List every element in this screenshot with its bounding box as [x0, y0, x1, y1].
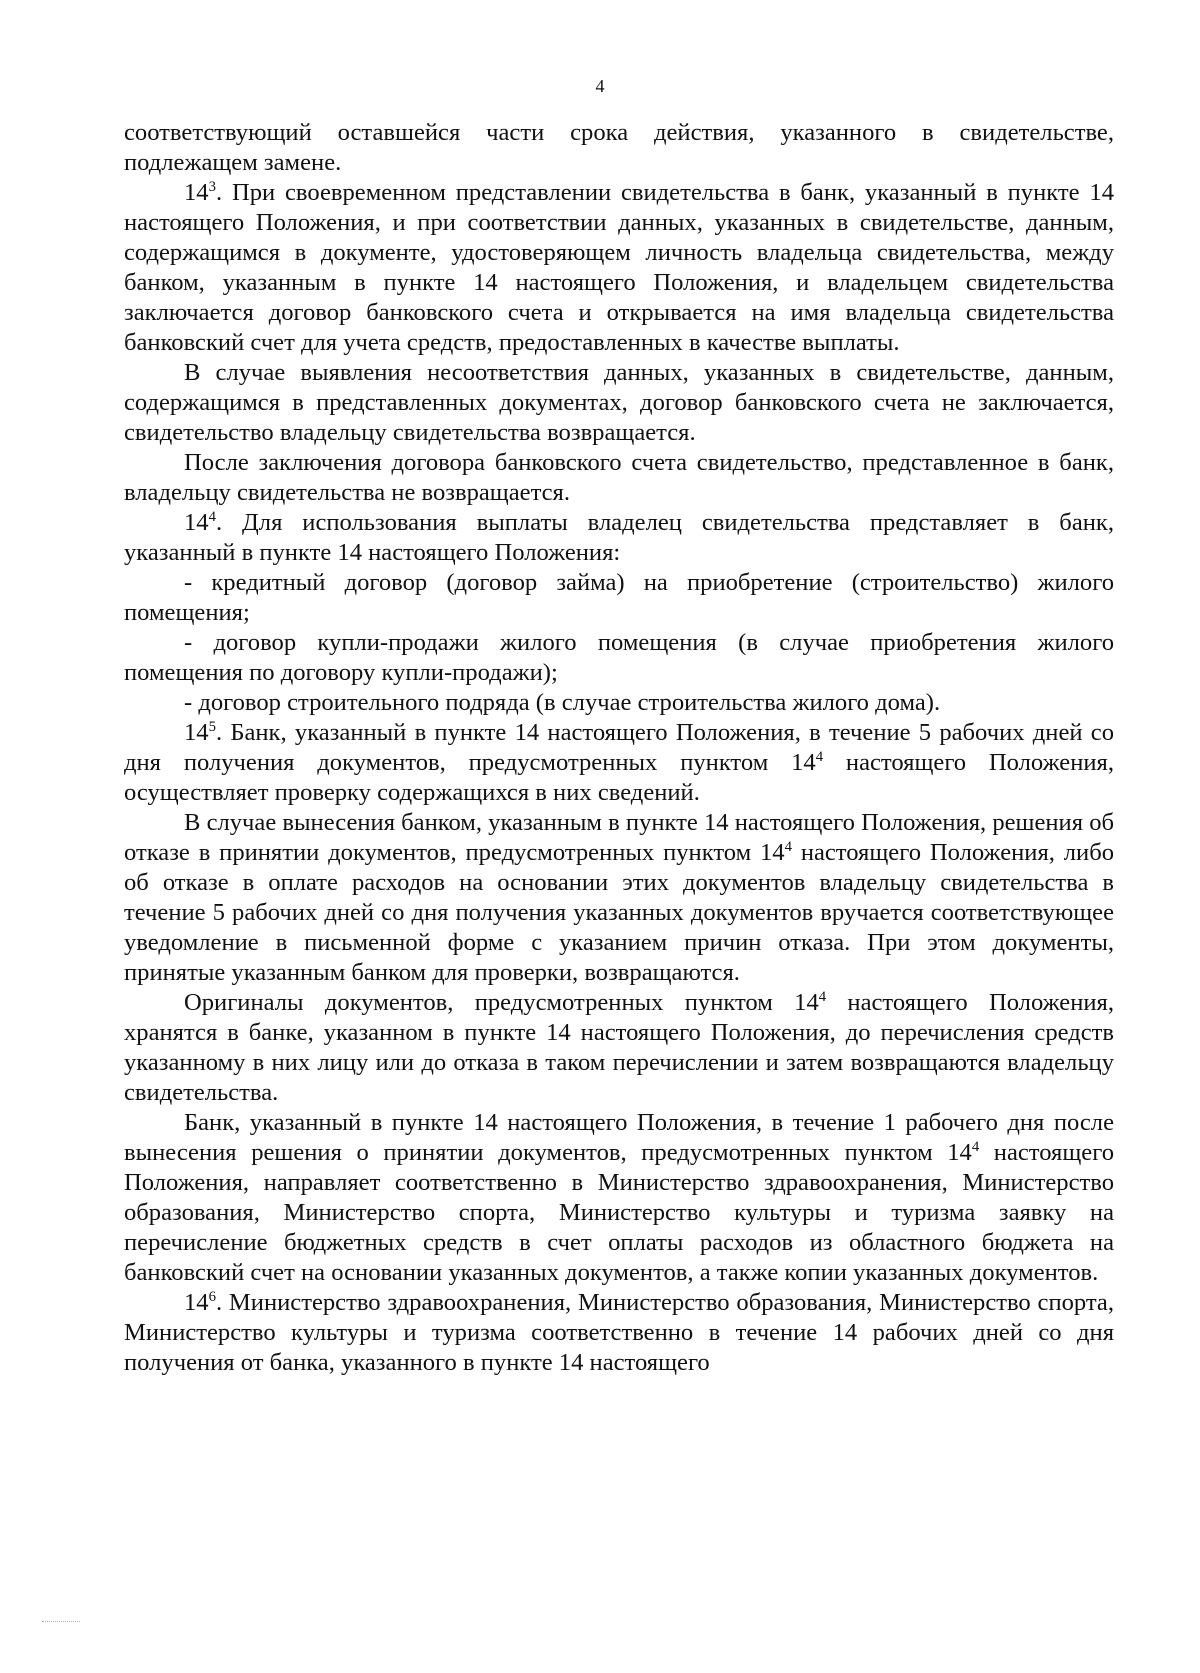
clause-superscript: 5	[208, 718, 216, 735]
clause-reference: 14	[760, 839, 785, 866]
clause-reference-superscript: 4	[815, 748, 824, 765]
paragraph-clause-14-3	[124, 178, 1114, 358]
clause-reference-superscript: 4	[971, 1138, 980, 1155]
clause-reference-superscript: 4	[784, 838, 792, 855]
paragraph-text: настоящего Положения, хранятся в банке, указанном в пункте 14 настоящего Положения, до перечисления средств указанному в них лицу или до отказа в таком перечислении и затем возвращаются владельцу свидетельства.	[124, 989, 1114, 1106]
clause-superscript: 6	[208, 1288, 216, 1305]
paragraph-text: В случае выявления несоответствия данных, указанных в свидетельстве, данным, содержащимся в представленных документах, договор банковского счета не заключается, свидетельство владельцу свидетельства возвращается.	[124, 359, 1114, 446]
clause-reference: 14	[791, 749, 816, 776]
paragraph-text: соответствующий оставшейся части срока действия, указанного в свидетельстве, подлежащем замене.	[124, 119, 1114, 176]
document-body	[124, 118, 1114, 1378]
clause-reference-superscript: 4	[818, 988, 827, 1005]
paragraph-bank-request	[124, 1108, 1114, 1288]
clause-number: 14	[184, 179, 209, 206]
paragraph-text: . Банк, указанный в пункте 14 настоящего Положения, в течение 5 рабочих дней со дня получения документов, предусмотренных пунктом	[124, 719, 1114, 776]
paragraph-text: настоящего Положения, осуществляет проверку содержащихся в них сведений.	[124, 749, 1114, 806]
page-number: 4	[595, 76, 605, 96]
paragraph-text: Оригиналы документов, предусмотренных пунктом	[184, 989, 795, 1016]
list-item-text: - кредитный договор (договор займа) на приобретение (строительство) жилого помещения;	[124, 569, 1114, 626]
paragraph-text: настоящего Положения, направляет соответственно в Министерство здравоохранения, Министерство образования, Министерство спорта, Министерство культуры и туризма заявку на перечисление бюджетных средств в счет оплаты расходов из областного бюджета на банковский счет на основании указанных документов, а также копии указанных документов.	[124, 1139, 1114, 1286]
paragraph-mismatch	[124, 358, 1114, 448]
paragraph-text: настоящего Положения, либо об отказе в оплате расходов на основании этих документов владельцу свидетельства в течение 5 рабочих дней со дня получения указанных документов вручается соответствующее уведомление в письменной форме с указанием причин отказа. При этом документы, принятые указанным банком для проверки, возвращаются.	[124, 839, 1114, 986]
clause-number: 14	[184, 1289, 209, 1316]
clause-number: 14	[184, 509, 209, 536]
paragraph-text: В случае вынесения банком, указанным в пункте 14 настоящего Положения, решения об отказе в принятии документов, предусмотренных пунктом	[124, 809, 1114, 866]
paragraph-clause-14-5	[124, 718, 1114, 808]
paragraph-text: Банк, указанный в пункте 14 настоящего Положения, в течение 1 рабочего дня после вынесения решения о принятии документов, предусмотренных пунктом	[124, 1109, 1114, 1166]
scan-artifact	[42, 1621, 80, 1622]
paragraph-refusal	[124, 808, 1114, 988]
clause-reference: 14	[794, 989, 819, 1016]
list-item-credit-contract	[124, 568, 1114, 628]
paragraph-clause-14-6	[124, 1288, 1114, 1378]
paragraph-text: . Для использования выплаты владелец свидетельства представляет в банк, указанный в пункте 14 настоящего Положения:	[124, 509, 1114, 566]
clause-superscript: 3	[208, 178, 216, 195]
paragraph-text: . При своевременном представлении свидетельства в банк, указанный в пункте 14 настоящего Положения, и при соответствии данных, указанных в свидетельстве, данным, содержащимся в документе, удостоверяющем личность владельца свидетельства, между банком, указанным в пункте 14 настоящего Положения, и владельцем свидетельства заключается договор банковского счета и открывается на имя владельца свидетельства банковский счет для учета средств, предоставленных в качестве выплаты.	[124, 179, 1114, 356]
paragraph-after-contract	[124, 448, 1114, 508]
list-item-sale-contract	[124, 628, 1114, 688]
paragraph-text: После заключения договора банковского счета свидетельство, представленное в банк, владельцу свидетельства не возвращается.	[124, 449, 1114, 506]
clause-reference: 14	[947, 1139, 972, 1166]
clause-superscript: 4	[208, 508, 216, 525]
paragraph-continuation	[124, 118, 1114, 178]
clause-number: 14	[184, 719, 209, 746]
paragraph-clause-14-4	[124, 508, 1114, 568]
list-item-text: - договор купли-продажи жилого помещения (в случае приобретения жилого помещения по договору купли-продажи);	[124, 629, 1114, 686]
paragraph-originals	[124, 988, 1114, 1108]
list-item-text: - договор строительного подряда (в случае строительства жилого дома).	[184, 689, 941, 716]
paragraph-text: . Министерство здравоохранения, Министерство образования, Министерство спорта, Министерство культуры и туризма соответственно в течение 14 рабочих дней со дня получения от банка, указанного в пункте 14 настоящего	[124, 1289, 1114, 1376]
list-item-construction-contract	[124, 688, 1114, 718]
